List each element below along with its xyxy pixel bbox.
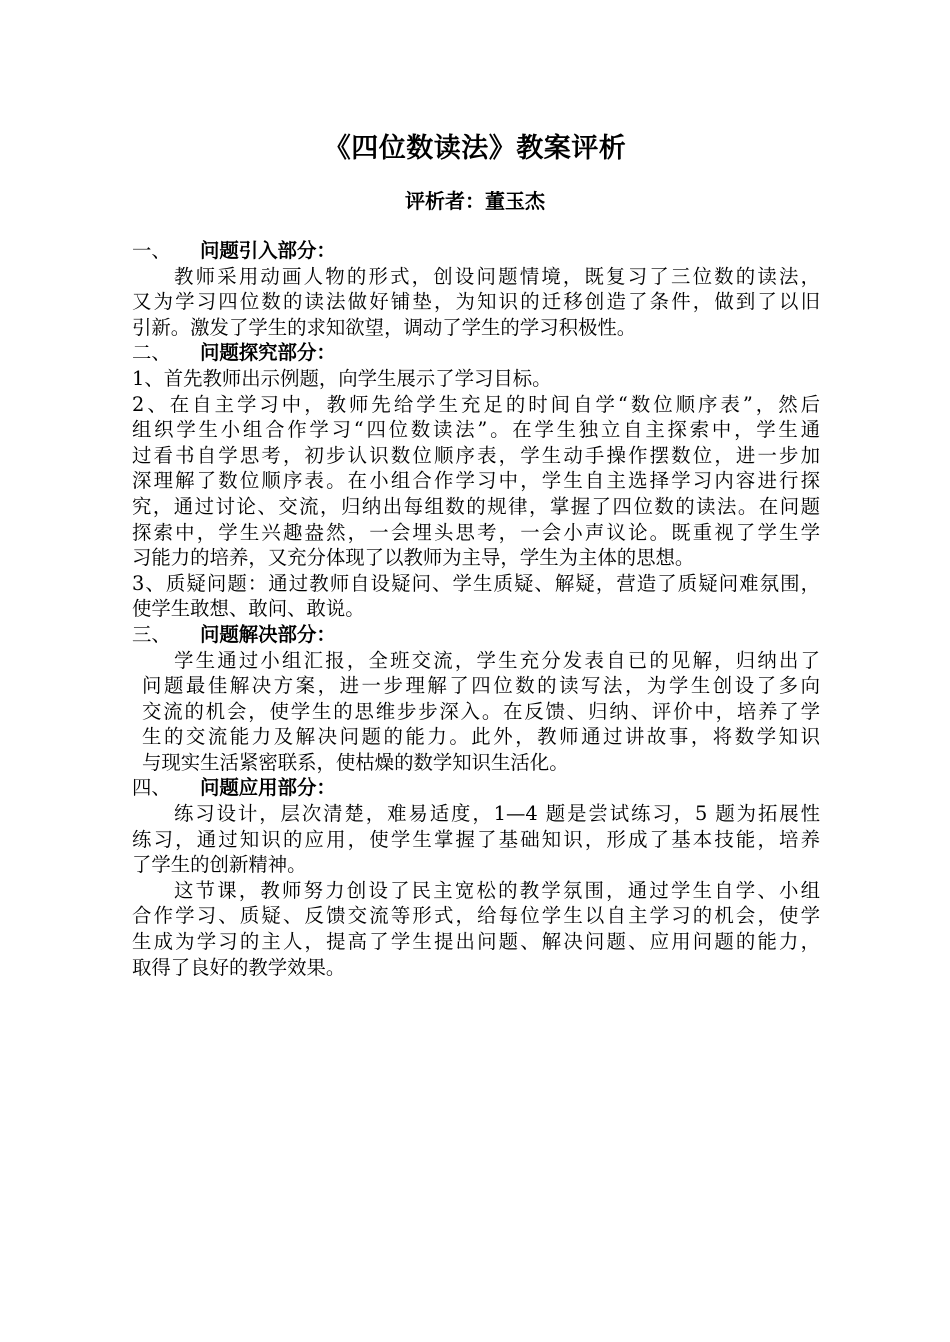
- section-heading-intro: [132, 238, 820, 264]
- section-number: 一、: [132, 239, 171, 262]
- text-line: 又为学习四位数的读法做好铺垫，为知识的迁移创造了条件，做到了以旧: [132, 290, 820, 314]
- text-line: 练习设计，层次清楚，难易适度，1—4 题是尝试练习，5 题为拓展性: [174, 802, 820, 826]
- paragraph-apply-1: [132, 801, 820, 878]
- section-title: 问题解决部分：: [200, 622, 336, 646]
- section-heading-explore: [132, 340, 820, 366]
- text-line: 3、质疑问题：通过教师自设疑问、学生质疑、解疑，营造了质疑问难氛围，: [132, 571, 820, 595]
- paragraph-explore-item-3: [132, 571, 820, 622]
- text-line: 生成为学习的主人，提高了学生提出问题、解决问题、应用问题的能力，: [132, 930, 820, 954]
- document-title: 《四位数读法》教案评析: [323, 133, 627, 164]
- text-line: 交流的机会，使学生的思维步步深入。在反馈、归纳、评价中，培养了学: [142, 699, 820, 723]
- section-heading-apply: [132, 775, 820, 801]
- text-line: 合作学习、质疑、反馈交流等形式，给每位学生以自主学习的机会，使学: [132, 904, 820, 928]
- section-number: 四、: [132, 776, 171, 800]
- section-number: 三、: [132, 622, 171, 646]
- document-body: [132, 238, 820, 980]
- text-line: 教师采用动画人物的形式，创设问题情境，既复习了三位数的读法，: [174, 264, 820, 288]
- section-title: 问题引入部分：: [200, 239, 336, 262]
- text-line: 组织学生小组合作学习“四位数读法”。在学生独立自主探索中，学生通: [132, 418, 820, 442]
- section-number: 二、: [132, 341, 171, 365]
- paragraph-solve: [132, 648, 820, 776]
- paragraph-explore-item-2: [132, 392, 820, 571]
- text-line: 问题最佳解决方案，进一步理解了四位数的读写法，为学生创设了多向: [142, 674, 820, 698]
- text-line: 学生通过小组汇报，全班交流，学生充分发表自已的见解，归纳出了: [174, 648, 820, 672]
- text-line: 引新。激发了学生的求知欲望，调动了学生的学习积极性。: [132, 315, 637, 339]
- text-line: 与现实生活紧密联系，使枯燥的数学知识生活化。: [142, 750, 569, 774]
- text-line: 这节课，教师努力创设了民主宽松的教学氛围，通过学生自学、小组: [174, 878, 820, 902]
- text-line: 过看书自学思考，初步认识数位顺序表，学生动手操作摆数位，进一步加: [132, 443, 820, 467]
- paragraph-apply-2: [132, 878, 820, 980]
- text-line: 使学生敢想、敢问、敢说。: [132, 597, 365, 621]
- section-title: 问题应用部分：: [200, 776, 336, 800]
- document-author: 评析者：董玉杰: [405, 189, 545, 213]
- text-line: 习能力的培养，又充分体现了以教师为主导，学生为主体的思想。: [132, 546, 695, 570]
- text-line: 探索中，学生兴趣盎然，一会埋头思考，一会小声议论。既重视了学生学: [132, 520, 820, 544]
- text-line: 究，通过讨论、交流，归纳出每组数的规律，掌握了四位数的读法。在问题: [132, 494, 820, 518]
- text-line: 取得了良好的教学效果。: [132, 955, 346, 979]
- section-title: 问题探究部分：: [200, 341, 336, 365]
- text-line: 了学生的创新精神。: [132, 853, 307, 877]
- text-line: 2、在自主学习中，教师先给学生充足的时间自学“数位顺序表”，然后: [132, 392, 820, 416]
- text-line: 练习，通过知识的应用，使学生掌握了基础知识，形成了基本技能，培养: [132, 827, 820, 851]
- text-line: 深理解了数位顺序表。在小组合作学习中，学生自主选择学习内容进行探: [132, 469, 820, 493]
- text-line: 生的交流能力及解决问题的能力。此外，教师通过讲故事，将数学知识: [142, 725, 820, 749]
- paragraph-explore-item-1: [132, 366, 820, 392]
- text-line: 1、首先教师出示例题，向学生展示了学习目标。: [132, 366, 552, 390]
- section-heading-solve: [132, 622, 820, 648]
- paragraph-intro: [132, 264, 820, 341]
